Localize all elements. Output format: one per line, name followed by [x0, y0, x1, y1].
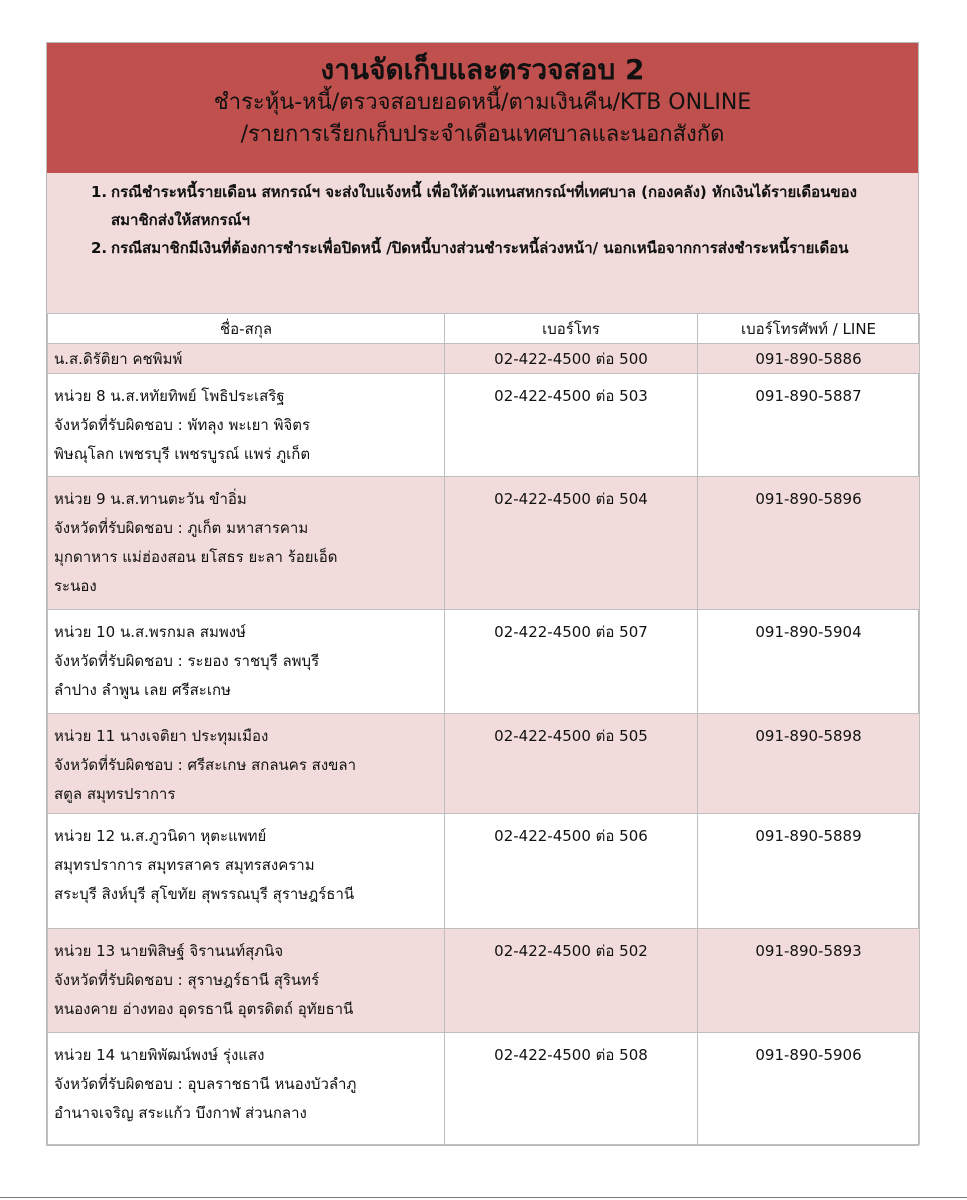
- member-name: หน่วย 12 น.ส.ภูวนิดา หุตะแพทย์: [54, 827, 267, 845]
- table-row: [48, 610, 920, 714]
- cell-name: [48, 1033, 445, 1145]
- cell-phone: 02-422-4500 ต่อ 500: [445, 344, 698, 374]
- cell-mobile: 091-890-5887: [698, 374, 920, 477]
- responsible-provinces: จังหวัดที่รับผิดชอบ : ภูเก็ต มหาสารคาม: [54, 519, 309, 537]
- member-name: หน่วย 9 น.ส.ทานตะวัน ขำอิ่ม: [54, 490, 247, 508]
- column-header-mobile: เบอร์โทรศัพท์ / LINE: [698, 314, 920, 344]
- responsible-provinces: ลำปาง ลำพูน เลย ศรีสะเกษ: [54, 681, 231, 699]
- responsible-provinces: สตูล สมุทรปราการ: [54, 785, 176, 803]
- page-title: งานจัดเก็บและตรวจสอบ 2: [320, 53, 645, 86]
- note-number: 2.: [91, 239, 108, 257]
- responsible-provinces: จังหวัดที่รับผิดชอบ : ศรีสะเกษ สกลนคร สงขลา: [54, 756, 357, 774]
- cell-name: [48, 814, 445, 929]
- cell-phone: 02-422-4500 ต่อ 508: [445, 1033, 698, 1145]
- cell-name: [48, 344, 445, 374]
- responsible-provinces: มุกดาหาร แม่ฮ่องสอน ยโสธร ยะลา ร้อยเอ็ด: [54, 548, 338, 566]
- responsible-provinces: จังหวัดที่รับผิดชอบ : อุบลราชธานี หนองบัวลำภู: [54, 1075, 357, 1093]
- member-name: หน่วย 11 นางเจติยา ประทุมเมือง: [54, 727, 269, 745]
- responsible-provinces: จังหวัดที่รับผิดชอบ : พัทลุง พะเยา พิจิตร: [54, 416, 311, 434]
- cell-mobile: 091-890-5886: [698, 344, 920, 374]
- note-item: [91, 178, 898, 234]
- subtitle-line-2: /รายการเรียกเก็บประจำเดือนเทศบาลและนอกสังกัด: [240, 122, 725, 147]
- cell-phone: 02-422-4500 ต่อ 502: [445, 929, 698, 1033]
- responsible-provinces: อำนาจเจริญ สระแก้ว บึงกาฬ ส่วนกลาง: [54, 1104, 307, 1122]
- cell-phone: 02-422-4500 ต่อ 507: [445, 610, 698, 714]
- responsible-provinces: ระนอง: [54, 577, 97, 595]
- note-item: [91, 234, 898, 262]
- table-row: [48, 1033, 920, 1145]
- member-name: หน่วย 8 น.ส.หทัยทิพย์ โพธิประเสริฐ: [54, 387, 285, 405]
- contact-table: [47, 313, 920, 1145]
- member-name: หน่วย 14 นายพิพัฒน์พงษ์ รุ่งแสง: [54, 1046, 265, 1064]
- member-name: น.ส.ดิรัติยา คชพิมพ์: [54, 350, 183, 368]
- cell-mobile: 091-890-5896: [698, 477, 920, 610]
- responsible-provinces: จังหวัดที่รับผิดชอบ : ระยอง ราชบุรี ลพบุรี: [54, 652, 320, 670]
- responsible-provinces: หนองคาย อ่างทอง อุดรธานี อุตรดิตถ์ อุทัยธานี: [54, 1000, 354, 1018]
- cell-name: [48, 610, 445, 714]
- table-row: [48, 477, 920, 610]
- member-name: หน่วย 10 น.ส.พรกมล สมพงษ์: [54, 623, 246, 641]
- table-row: [48, 929, 920, 1033]
- notes-section: [47, 173, 918, 313]
- subtitle-line-1: ชำระหุ้น-หนี้/ตรวจสอบยอดหนี้/ตามเงินคืน/KTB ONLINE: [213, 90, 752, 115]
- cell-phone: 02-422-4500 ต่อ 504: [445, 477, 698, 610]
- cell-mobile: 091-890-5898: [698, 714, 920, 814]
- note-text: กรณีชำระหนี้รายเดือน สหกรณ์ฯ จะส่งใบแจ้งหนี้ เพื่อให้ตัวแทนสหกรณ์ฯที่เทศบาล (กองคลัง) หักเงินได้รายเดือนของสมาชิกส่งให้สหกรณ์ฯ: [111, 183, 857, 229]
- cell-mobile: 091-890-5906: [698, 1033, 920, 1145]
- cell-mobile: 091-890-5904: [698, 610, 920, 714]
- cell-phone: 02-422-4500 ต่อ 503: [445, 374, 698, 477]
- contact-document: [46, 42, 919, 1146]
- cell-mobile: 091-890-5889: [698, 814, 920, 929]
- responsible-provinces: จังหวัดที่รับผิดชอบ : สุราษฎร์ธานี สุรินทร์: [54, 971, 320, 989]
- table-header-row: [48, 314, 920, 344]
- cell-name: [48, 714, 445, 814]
- cell-name: [48, 477, 445, 610]
- column-header-phone: เบอร์โทร: [445, 314, 698, 344]
- member-name: หน่วย 13 นายพิสิษฐ์ จิรานนท์สุภนิจ: [54, 942, 284, 960]
- responsible-provinces: พิษณุโลก เพชรบุรี เพชรบูรณ์ แพร่ ภูเก็ต: [54, 445, 311, 463]
- table-row: [48, 344, 920, 374]
- cell-phone: 02-422-4500 ต่อ 506: [445, 814, 698, 929]
- note-text: กรณีสมาชิกมีเงินที่ต้องการชำระเพื่อปิดหนี้ /ปิดหนี้บางส่วนชำระหนี้ล่วงหน้า/ นอกเหนือจากการส่งชำระหนี้รายเดือน: [111, 239, 849, 257]
- column-header-name: ชื่อ-สกุล: [48, 314, 445, 344]
- cell-phone: 02-422-4500 ต่อ 505: [445, 714, 698, 814]
- responsible-provinces: สระบุรี สิงห์บุรี สุโขทัย สุพรรณบุรี สุราษฎร์ธานี: [54, 885, 355, 903]
- page-bottom-rule: [0, 1197, 967, 1198]
- table-row: [48, 714, 920, 814]
- cell-name: [48, 929, 445, 1033]
- header-banner: [47, 43, 918, 173]
- cell-name: [48, 374, 445, 477]
- table-row: [48, 374, 920, 477]
- responsible-provinces: สมุทรปราการ สมุทรสาคร สมุทรสงคราม: [54, 856, 315, 874]
- note-number: 1.: [91, 183, 108, 201]
- cell-mobile: 091-890-5893: [698, 929, 920, 1033]
- table-row: [48, 814, 920, 929]
